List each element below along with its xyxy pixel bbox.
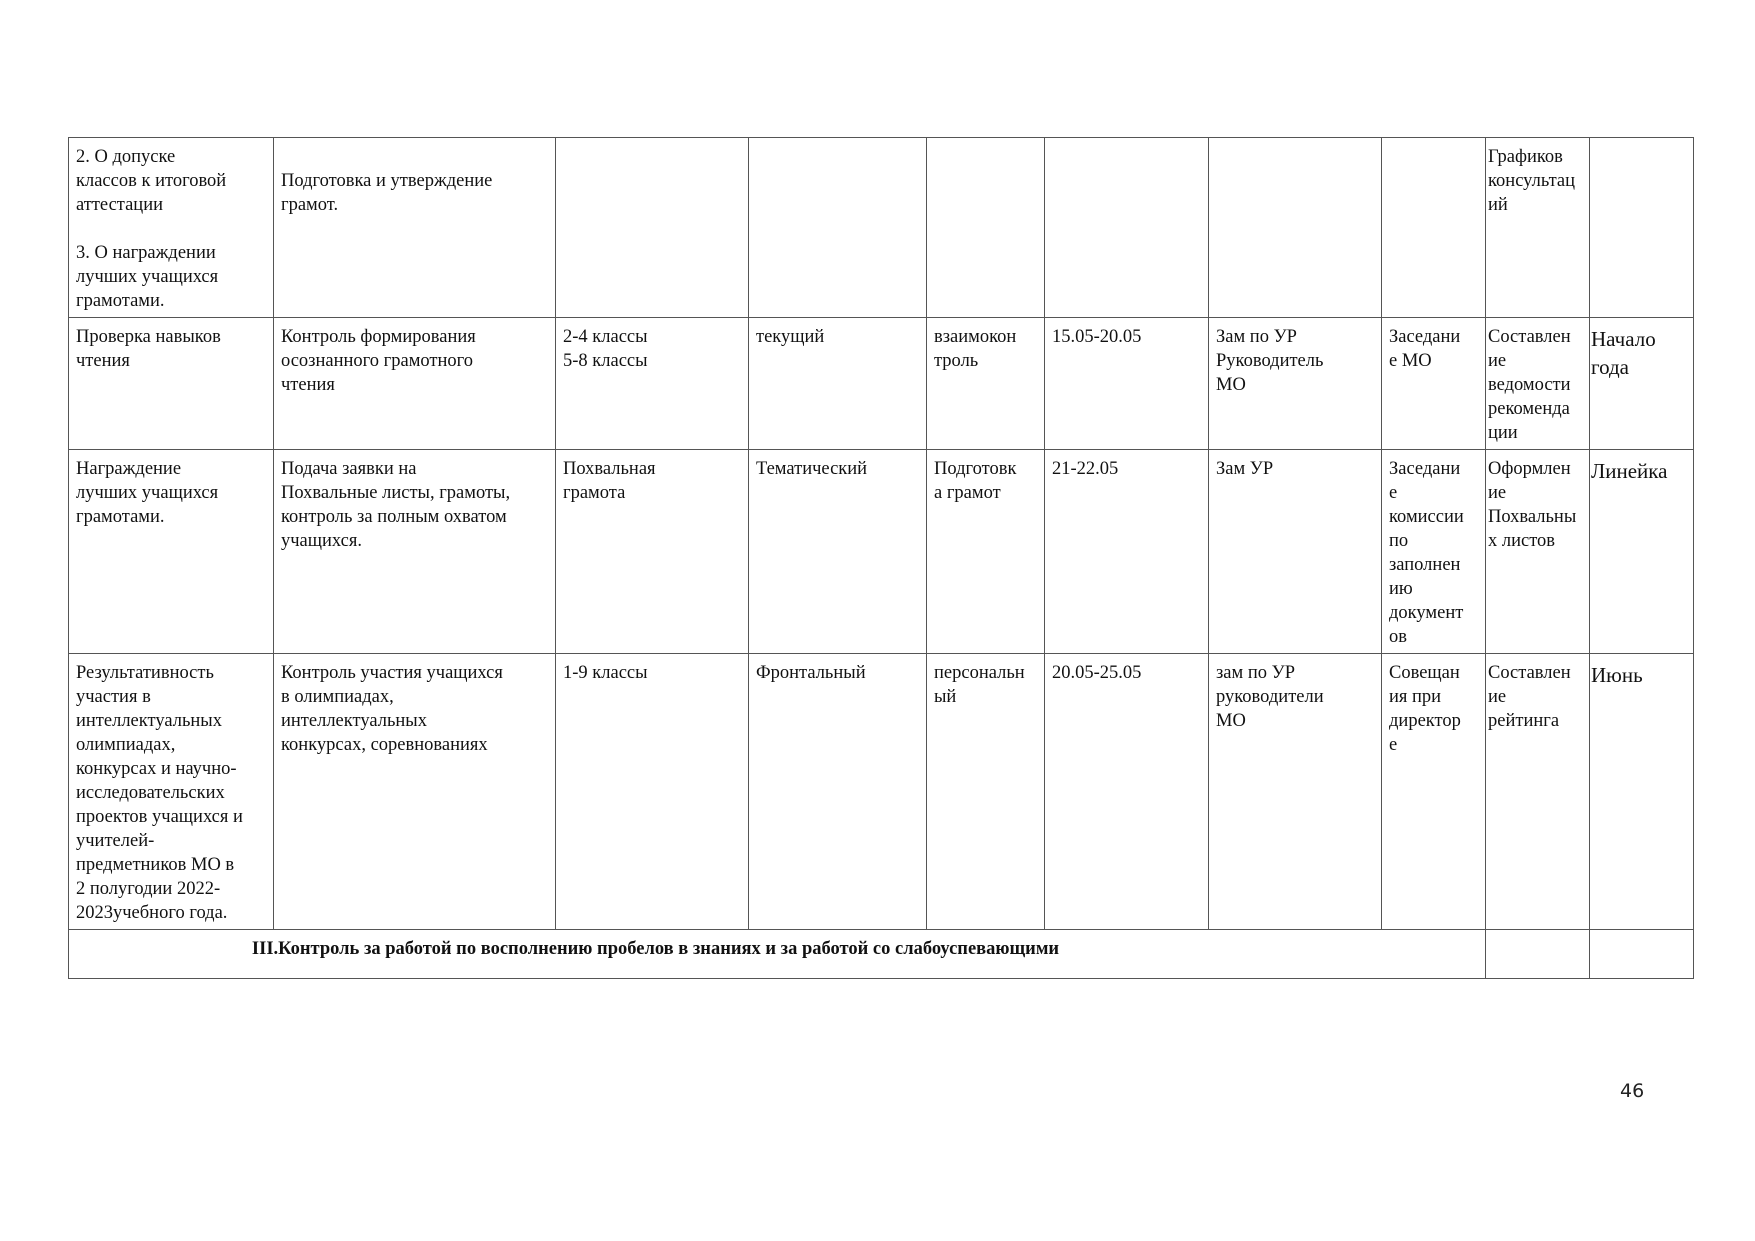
- cell-content: Подготовка и утверждение грамот.: [274, 138, 556, 318]
- cell-dates: [1045, 138, 1209, 318]
- section-heading-row: [69, 930, 1694, 979]
- cell-content: Контроль участия учащихся в олимпиадах, интеллектуальных конкурсах, соревнованиях: [274, 654, 556, 930]
- cell-result: Составлен ие рейтинга: [1486, 654, 1590, 930]
- cell-term: Линейка: [1590, 450, 1694, 654]
- cell-review-place: Заседани е МО: [1382, 318, 1486, 450]
- cell-responsible: [1209, 138, 1382, 318]
- cell-term: Июнь: [1590, 654, 1694, 930]
- cell-topic: 2. О допуске классов к итоговой аттестации 3. О награждении лучших учащихся грамотами.: [69, 138, 274, 318]
- control-plan-table: [68, 137, 1694, 979]
- cell-object: 2-4 классы 5-8 классы: [556, 318, 749, 450]
- table-row: [69, 138, 1694, 318]
- cell-topic: Результативность участия в интеллектуальных олимпиадах, конкурсах и научно- исследовательских проектов учащихся и учителей- предметников МО в 2 полугодии 2022- 2023учебного года.: [69, 654, 274, 930]
- cell-method: Подготовк а грамот: [927, 450, 1045, 654]
- section-heading: III.Контроль за работой по восполнению пробелов в знаниях и за работой со слабоуспевающими: [69, 930, 1486, 979]
- page-number: 46: [1620, 1080, 1645, 1102]
- cell-type: текущий: [749, 318, 927, 450]
- cell-term: [1590, 138, 1694, 318]
- cell-type: [749, 138, 927, 318]
- cell-method: [927, 138, 1045, 318]
- table-row: [69, 318, 1694, 450]
- cell-content: Подача заявки на Похвальные листы, грамоты, контроль за полным охватом учащихся.: [274, 450, 556, 654]
- cell-dates: 21-22.05: [1045, 450, 1209, 654]
- cell-responsible: зам по УР руководители МО: [1209, 654, 1382, 930]
- cell-object: 1-9 классы: [556, 654, 749, 930]
- cell-type: Фронтальный: [749, 654, 927, 930]
- cell-term: Начало года: [1590, 318, 1694, 450]
- cell-responsible: Зам по УР Руководитель МО: [1209, 318, 1382, 450]
- cell-result: Составлен ие ведомости рекоменда ции: [1486, 318, 1590, 450]
- cell-method: персональн ый: [927, 654, 1045, 930]
- cell-term: [1590, 930, 1694, 979]
- cell-dates: 20.05-25.05: [1045, 654, 1209, 930]
- cell-result: [1486, 930, 1590, 979]
- cell-topic: Проверка навыков чтения: [69, 318, 274, 450]
- table-row: [69, 450, 1694, 654]
- cell-type: Тематический: [749, 450, 927, 654]
- cell-result: Оформлен ие Похвальны х листов: [1486, 450, 1590, 654]
- cell-object: [556, 138, 749, 318]
- cell-result: Графиков консультац ий: [1486, 138, 1590, 318]
- cell-method: взаимокон троль: [927, 318, 1045, 450]
- cell-review-place: Совещан ия при директор е: [1382, 654, 1486, 930]
- cell-content: Контроль формирования осознанного грамотного чтения: [274, 318, 556, 450]
- cell-object: Похвальная грамота: [556, 450, 749, 654]
- cell-responsible: Зам УР: [1209, 450, 1382, 654]
- table-row: [69, 654, 1694, 930]
- cell-review-place: [1382, 138, 1486, 318]
- cell-review-place: Заседани е комиссии по заполнен ию документ ов: [1382, 450, 1486, 654]
- cell-topic: Награждение лучших учащихся грамотами.: [69, 450, 274, 654]
- cell-dates: 15.05-20.05: [1045, 318, 1209, 450]
